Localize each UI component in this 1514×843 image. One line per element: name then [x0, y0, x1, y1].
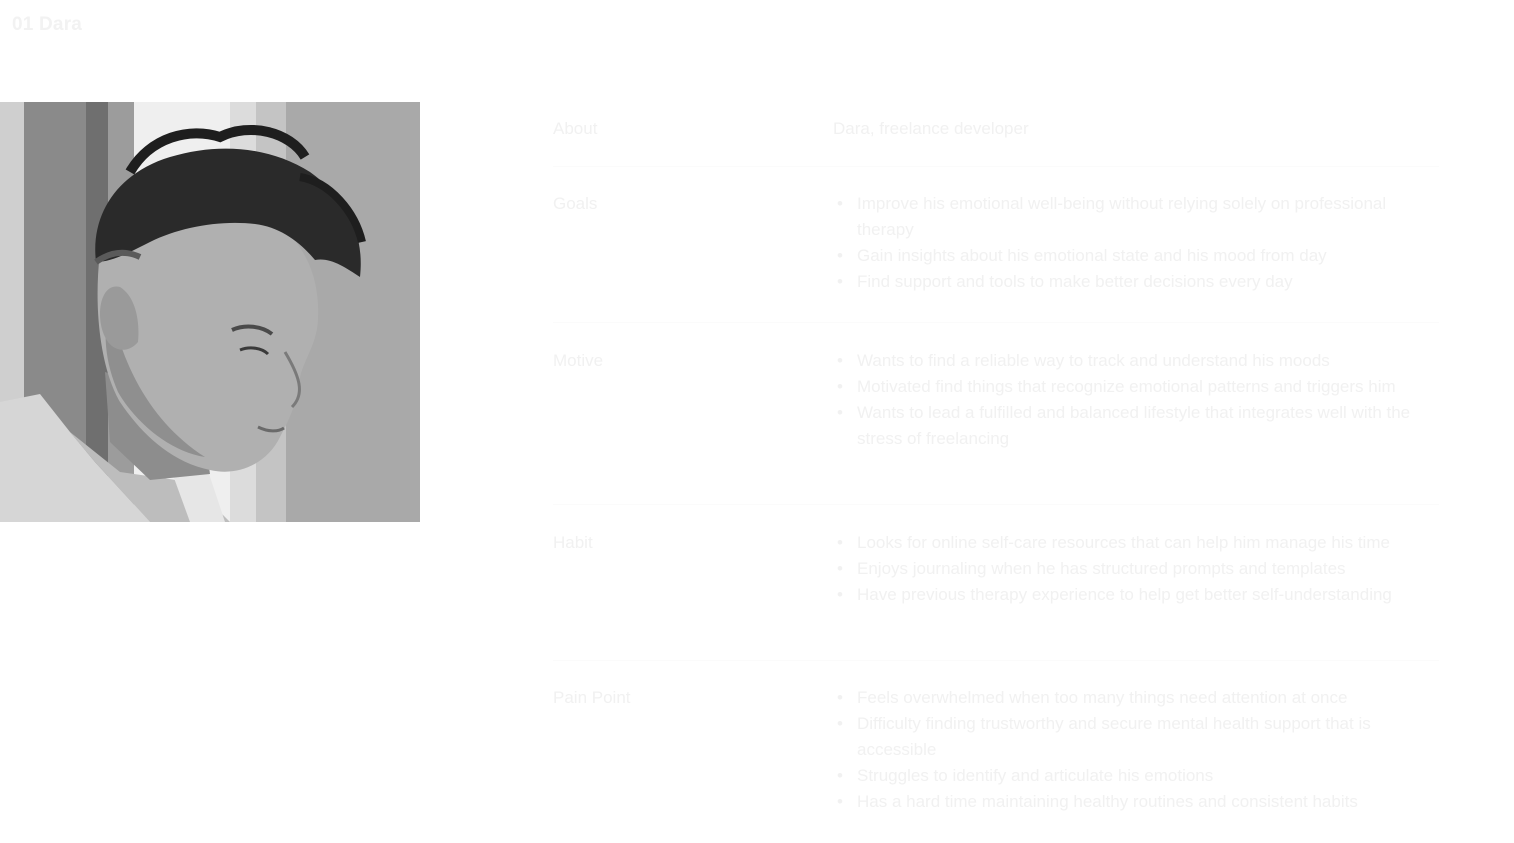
motive-item: • Wants to find a reliable way to track and understand his moods [857, 348, 1439, 374]
divider [553, 166, 1439, 167]
habit-item: • Looks for online self-care resources that can help him manage his time [857, 530, 1439, 556]
pain-point-item: • Struggles to identify and articulate his emotions [857, 763, 1439, 789]
motive-label: Motive [553, 351, 604, 370]
habit-label: Habit [553, 533, 593, 552]
divider [553, 504, 1439, 505]
pain-point-list [833, 685, 1439, 815]
document-title: 01 Dara [12, 14, 83, 35]
goals-label: Goals [553, 194, 598, 213]
habit-list [833, 530, 1439, 608]
about-label: About [553, 119, 598, 138]
pain-point-item: • Has a hard time maintaining healthy routines and consistent habits [857, 789, 1439, 815]
goal-item: • Improve his emotional well-being without relying solely on professional therapy [857, 191, 1439, 243]
motive-item: • Motivated find things that recognize emotional patterns and triggers him [857, 374, 1439, 400]
habit-item: • Have previous therapy experience to help get better self-understanding [857, 582, 1439, 608]
pain-point-label: Pain Point [553, 688, 631, 707]
pain-point-item: • Feels overwhelmed when too many things need attention at once [857, 685, 1439, 711]
habit-item: • Enjoys journaling when he has structured prompts and templates [857, 556, 1439, 582]
pain-point-item: • Difficulty finding trustworthy and secure mental health support that is accessible [857, 711, 1439, 763]
divider [553, 322, 1439, 323]
motive-list [833, 348, 1439, 452]
goal-item: • Find support and tools to make better decisions every day [857, 269, 1439, 295]
portrait-image [0, 102, 420, 522]
goal-item: • Gain insights about his emotional state and his mood from day [857, 243, 1439, 269]
goals-list [833, 191, 1439, 295]
motive-item: • Wants to lead a fulfilled and balanced lifestyle that integrates well with the stress of freelancing [857, 400, 1439, 452]
about-value: Dara, freelance developer [833, 119, 1029, 138]
divider [553, 660, 1439, 661]
portrait-photo [0, 102, 420, 522]
